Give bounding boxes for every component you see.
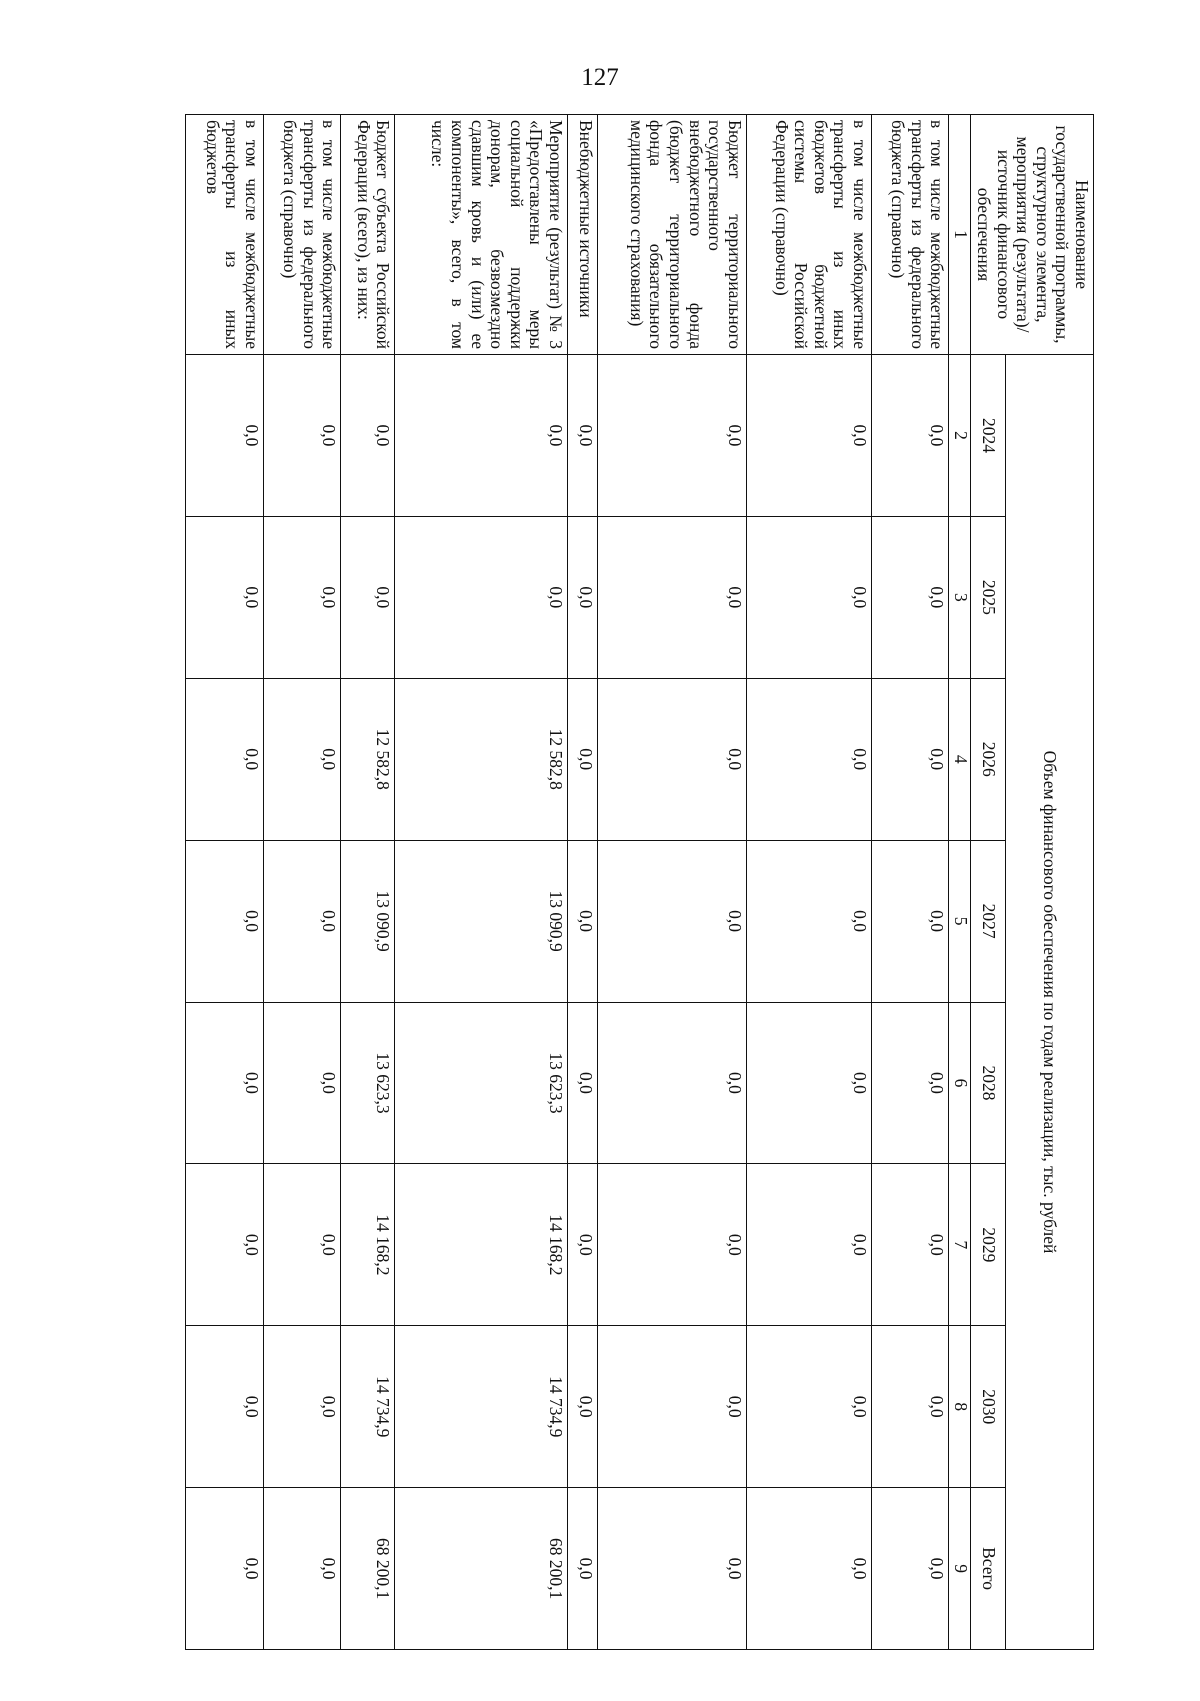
row-value: 0,0 bbox=[186, 840, 264, 1002]
row-value: 0,0 bbox=[597, 1488, 746, 1650]
row-value: 0,0 bbox=[263, 1488, 341, 1650]
row-value: 0,0 bbox=[567, 355, 597, 517]
row-value: 0,0 bbox=[871, 678, 949, 840]
row-value: 0,0 bbox=[871, 1164, 949, 1326]
row-value: 0,0 bbox=[746, 1326, 871, 1488]
row-value: 0,0 bbox=[341, 355, 395, 517]
row-value: 0,0 bbox=[871, 516, 949, 678]
row-value: 0,0 bbox=[597, 355, 746, 517]
row-value: 0,0 bbox=[341, 516, 395, 678]
row-value: 0,0 bbox=[567, 1164, 597, 1326]
row-value: 0,0 bbox=[263, 516, 341, 678]
column-number: 4 bbox=[949, 678, 971, 840]
row-name: Бюджет территориального государственного внебюджетного фонда (бюджет территориального фонда обязательного медицинского страхования) bbox=[597, 115, 746, 355]
row-value: 0,0 bbox=[567, 1002, 597, 1164]
row-value: 0,0 bbox=[567, 1488, 597, 1650]
header-year: 2027 bbox=[971, 840, 1006, 1002]
header-year: 2028 bbox=[971, 1002, 1006, 1164]
column-number: 5 bbox=[949, 840, 971, 1002]
row-value: 0,0 bbox=[263, 840, 341, 1002]
row-value: 68 200,1 bbox=[395, 1488, 568, 1650]
row-value: 0,0 bbox=[746, 678, 871, 840]
row-value: 0,0 bbox=[186, 1326, 264, 1488]
column-number: 6 bbox=[949, 1002, 971, 1164]
row-value: 0,0 bbox=[597, 516, 746, 678]
row-value: 14 734,9 bbox=[341, 1326, 395, 1488]
row-value: 0,0 bbox=[186, 1488, 264, 1650]
table-row bbox=[395, 115, 568, 1650]
column-number: 9 bbox=[949, 1488, 971, 1650]
row-name: в том числе межбюджетные трансферты из иных бюджетов бюджетной системы Российской Федерации (справочно) bbox=[746, 115, 871, 355]
row-value: 0,0 bbox=[186, 516, 264, 678]
table-row bbox=[341, 115, 395, 1650]
header-year: 2025 bbox=[971, 516, 1006, 678]
row-value: 13 090,9 bbox=[395, 840, 568, 1002]
header-year: 2026 bbox=[971, 678, 1006, 840]
row-value: 0,0 bbox=[597, 840, 746, 1002]
row-value: 0,0 bbox=[746, 1002, 871, 1164]
row-value: 0,0 bbox=[567, 840, 597, 1002]
row-value: 0,0 bbox=[263, 1002, 341, 1164]
column-number: 2 bbox=[949, 355, 971, 517]
row-value: 0,0 bbox=[597, 1326, 746, 1488]
row-value: 0,0 bbox=[746, 516, 871, 678]
row-value: 0,0 bbox=[746, 1488, 871, 1650]
row-name: Бюджет субъекта Российской Федерации (всего), из них: bbox=[341, 115, 395, 355]
row-value: 14 168,2 bbox=[341, 1164, 395, 1326]
row-value: 0,0 bbox=[395, 355, 568, 517]
row-value: 0,0 bbox=[263, 678, 341, 840]
row-value: 68 200,1 bbox=[341, 1488, 395, 1650]
table-row bbox=[871, 115, 949, 1650]
row-value: 0,0 bbox=[263, 1164, 341, 1326]
column-number: 1 bbox=[949, 115, 971, 355]
row-value: 0,0 bbox=[567, 1326, 597, 1488]
row-name: в том числе межбюджетные трансферты из иных бюджетов bbox=[186, 115, 264, 355]
row-value: 0,0 bbox=[263, 355, 341, 517]
row-value: 0,0 bbox=[871, 1326, 949, 1488]
row-value: 0,0 bbox=[597, 678, 746, 840]
row-name: Мероприятие (результат) № 3 «Предоставлены меры социальной поддержки донорам, безвозмездно сдавшим кровь и (или) ее компоненты», всего, в том числе: bbox=[395, 115, 568, 355]
header-group: Объем финансового обеспечения по годам реализации, тыс. рублей bbox=[1006, 355, 1094, 1650]
table-row bbox=[186, 115, 264, 1650]
row-value: 0,0 bbox=[746, 840, 871, 1002]
row-value: 0,0 bbox=[395, 516, 568, 678]
table-row bbox=[263, 115, 341, 1650]
row-value: 13 623,3 bbox=[341, 1002, 395, 1164]
row-value: 0,0 bbox=[746, 355, 871, 517]
row-value: 0,0 bbox=[871, 840, 949, 1002]
row-value: 14 734,9 bbox=[395, 1326, 568, 1488]
row-value: 0,0 bbox=[186, 355, 264, 517]
row-value: 0,0 bbox=[871, 1488, 949, 1650]
row-name: в том числе межбюджетные трансферты из федерального бюджета (справочно) bbox=[871, 115, 949, 355]
row-value: 13 090,9 bbox=[341, 840, 395, 1002]
table-row bbox=[567, 115, 597, 1650]
row-value: 0,0 bbox=[186, 1164, 264, 1326]
header-name-column: Наименование государственной программы, структурного элемента, мероприятия (результата)/источник финансового обеспечения bbox=[971, 115, 1094, 355]
row-value: 0,0 bbox=[567, 678, 597, 840]
row-value: 0,0 bbox=[746, 1164, 871, 1326]
rotated-table-container bbox=[198, 114, 1094, 1650]
page-number: 127 bbox=[581, 64, 619, 91]
table-row bbox=[597, 115, 746, 1650]
row-value: 13 623,3 bbox=[395, 1002, 568, 1164]
column-number: 3 bbox=[949, 516, 971, 678]
financing-table bbox=[185, 114, 1094, 1650]
row-name: в том числе межбюджетные трансферты из федерального бюджета (справочно) bbox=[263, 115, 341, 355]
header-year: Всего bbox=[971, 1488, 1006, 1650]
header-year: 2029 bbox=[971, 1164, 1006, 1326]
table-row bbox=[746, 115, 871, 1650]
row-value: 12 582,8 bbox=[341, 678, 395, 840]
row-value: 0,0 bbox=[263, 1326, 341, 1488]
row-value: 0,0 bbox=[597, 1164, 746, 1326]
row-value: 0,0 bbox=[186, 678, 264, 840]
header-year: 2030 bbox=[971, 1326, 1006, 1488]
column-number: 8 bbox=[949, 1326, 971, 1488]
row-name: Внебюджетные источники bbox=[567, 115, 597, 355]
row-value: 12 582,8 bbox=[395, 678, 568, 840]
row-value: 0,0 bbox=[567, 516, 597, 678]
row-value: 0,0 bbox=[871, 1002, 949, 1164]
row-value: 0,0 bbox=[186, 1002, 264, 1164]
column-number: 7 bbox=[949, 1164, 971, 1326]
row-value: 0,0 bbox=[871, 355, 949, 517]
header-year: 2024 bbox=[971, 355, 1006, 517]
row-value: 14 168,2 bbox=[395, 1164, 568, 1326]
row-value: 0,0 bbox=[597, 1002, 746, 1164]
